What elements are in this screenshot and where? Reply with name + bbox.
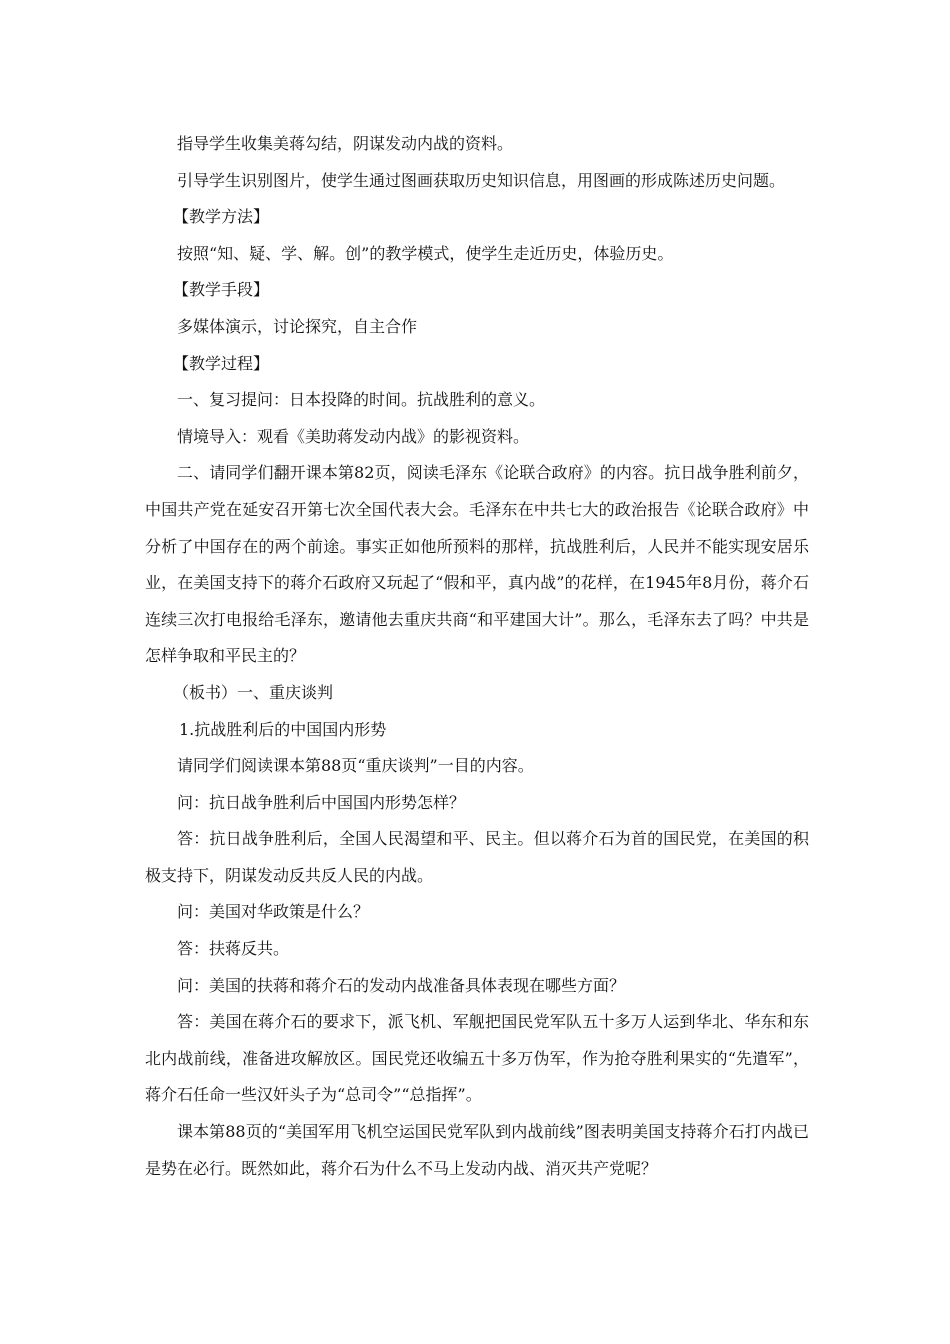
paragraph-textbook-figure: 课本第88页的“美国军用飞机空运国民党军队到内战前线”图表明美国支持蒋介石打内战已是势在必行。既然如此，蒋介石为什么不马上发动内战、消灭共产党呢？ [145,1122,809,1178]
paragraph-objective-collect: 指导学生收集美蒋勾结，阴谋发动内战的资料。 [177,134,514,153]
heading-teaching-method: 【教学方法】 [173,207,270,227]
answer-preparation: 答：美国在蒋介石的要求下，派飞机、军舰把国民党军队五十多万人运到华北、华东和东北内战前线，准备进攻解放区。国民党还收编五十多万伪军，作为抢夺胜利果实的“先遣军”，蒋介石任命一些汉奸头子为“总司令”“总指挥”。 [145,1012,809,1105]
answer-situation: 答：抗日战争胜利后，全国人民渴望和平、民主。但以蒋介石为首的国民党，在美国的积极支持下，阴谋发动反共反人民的内战。 [145,829,809,885]
document-body [145,126,809,1187]
paragraph-read-textbook: 请同学们阅读课本第88页“重庆谈判”一目的内容。 [177,756,534,776]
answer-us-policy: 答：扶蒋反共。 [177,939,290,959]
paragraph-scenario-intro: 情境导入：观看《美助蒋发动内战》的影视资料。 [177,426,530,446]
paragraph-teaching-method: 按照“知、疑、学、解。创”的教学模式，使学生走近历史，体验历史。 [177,243,674,263]
paragraph-review-question: 一、复习提问：日本投降的时间。抗战胜利的意义。 [177,390,546,410]
paragraph-teaching-means: 多媒体演示，讨论探究，自主合作 [177,316,418,336]
paragraph-section-two: 二、请同学们翻开课本第82页，阅读毛泽东《论联合政府》的内容。抗日战争胜利前夕，中国共产党在延安召开第七次全国代表大会。毛泽东在中共七大的政治报告《论联合政府》中分析了中国存在的两个前途。事实正如他所预料的那样，抗战胜利后，人民并不能实现安居乐业，在美国支持下的蒋介石政府又玩起了“假和平，真内战”的花样，在1945年8月份，蒋介石连续三次打电报给毛泽东，邀请他去重庆共商“和平建国大计”。那么，毛泽东去了吗？中共是怎样争取和平民主的？ [145,463,809,666]
question-us-policy: 问：美国对华政策是什么？ [177,902,370,922]
question-situation: 问：抗日战争胜利后中国国内形势怎样？ [177,792,466,812]
question-preparation: 问：美国的扶蒋和蒋介石的发动内战准备具体表现在哪些方面？ [177,975,626,995]
subheading-domestic-situation: 1.抗战胜利后的中国国内形势 [179,719,387,739]
paragraph-objective-images: 引导学生识别图片，使学生通过图画获取历史知识信息，用图画的形成陈述历史问题。 [177,170,786,190]
heading-teaching-means: 【教学手段】 [173,280,270,300]
board-title-chongqing: （板书）一、重庆谈判 [173,682,334,702]
heading-teaching-process: 【教学过程】 [173,353,270,373]
